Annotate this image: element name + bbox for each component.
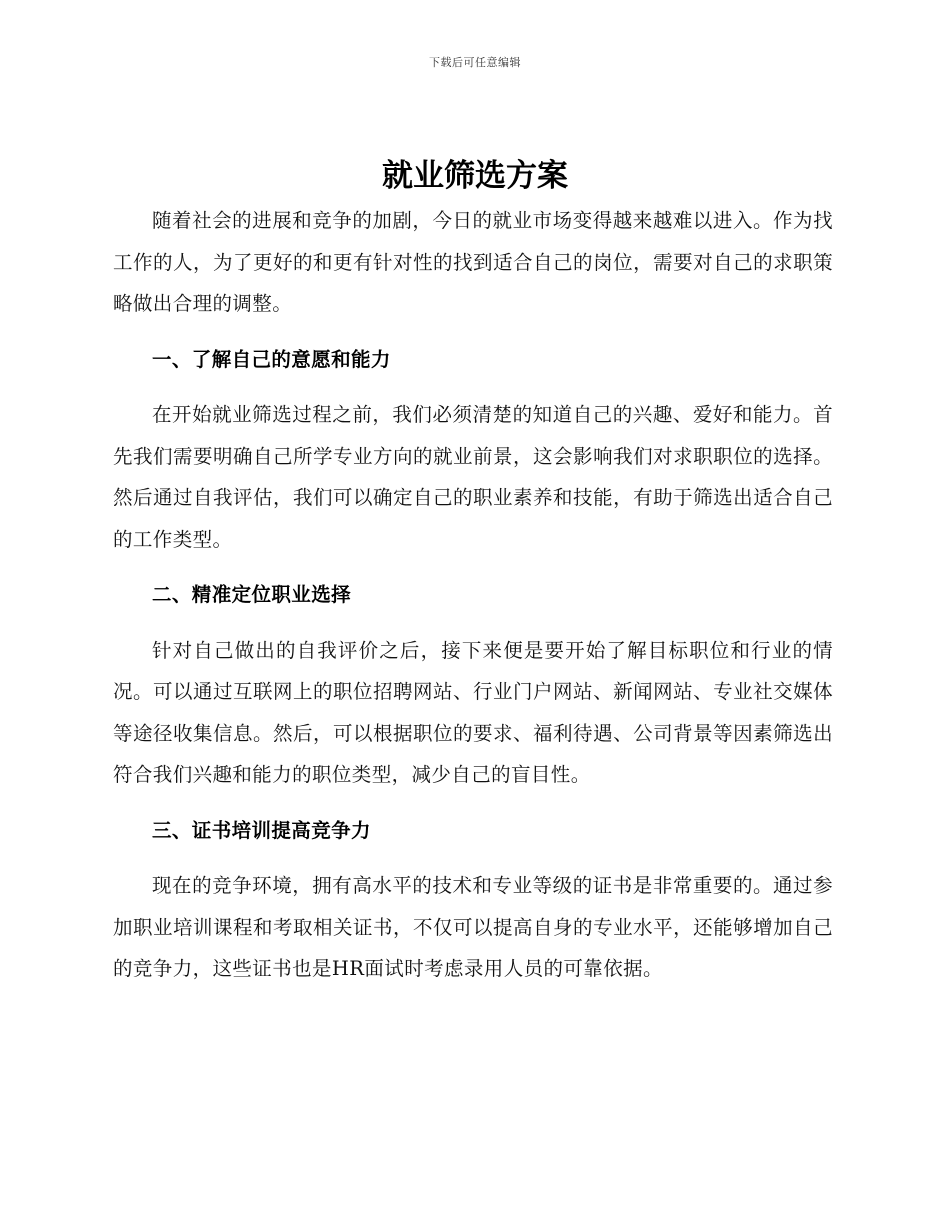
section-heading-1: 一、了解自己的意愿和能力 [152, 347, 391, 371]
document-title: 就业筛选方案 [382, 158, 568, 194]
section-paragraph-2: 针对自己做出的自我评价之后，接下来便是要开始了解目标职位和行业的情况。可以通过互联网上的职位招聘网站、行业门户网站、新闻网站、专业社交媒体等途径收集信息。然后，可以根据职位的要求、福利待遇、公司背景等因素筛选出符合我们兴趣和能力的职位类型，减少自己的盲目性。 [113, 638, 833, 786]
section-heading-3: 三、证书培训提高竞争力 [152, 818, 371, 842]
section-heading-2: 二、精准定位职业选择 [152, 583, 352, 606]
intro-paragraph: 随着社会的进展和竞争的加剧，今日的就业市场变得越来越难以进入。作为找工作的人，为了更好的和更有针对性的找到适合自己的岗位，需要对自己的求职策略做出合理的调整。 [113, 209, 833, 315]
document-body [113, 200, 833, 990]
section-paragraph-3: 现在的竞争环境，拥有高水平的技术和专业等级的证书是非常重要的。通过参加职业培训课程和考取相关证书，不仅可以提高自身的专业水平，还能够增加自己的竞争力，这些证书也是HR面试时考虑录用人员的可靠依据。 [113, 874, 833, 980]
section-paragraph-1: 在开始就业筛选过程之前，我们必须清楚的知道自己的兴趣、爱好和能力。首先我们需要明确自己所学专业方向的就业前景，这会影响我们对求职职位的选择。然后通过自我评估，我们可以确定自己的职业素养和技能，有助于筛选出适合自己的工作类型。 [113, 403, 833, 551]
header-note: 下载后可任意编辑 [429, 56, 521, 69]
